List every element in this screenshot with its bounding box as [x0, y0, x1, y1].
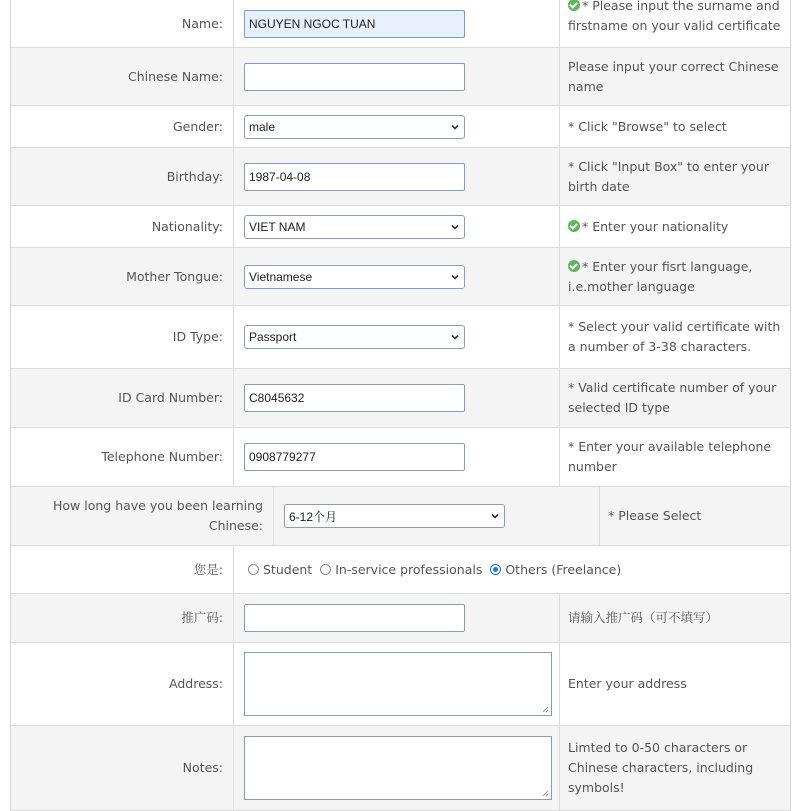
learning-duration-select[interactable]	[284, 504, 505, 528]
mother-tongue-select-value: Vietnamese	[249, 269, 313, 284]
mother-tongue-select[interactable]	[244, 265, 465, 289]
name-hint-cell	[560, 0, 790, 47]
row-address	[11, 643, 790, 726]
occupation-label: 您是:	[11, 546, 234, 593]
id-number-field-cell	[234, 369, 560, 427]
telephone-input[interactable]: 0908779277	[244, 443, 465, 471]
promo-code-input[interactable]	[244, 604, 465, 632]
row-learning-duration	[11, 487, 790, 546]
birthday-label: Birthday:	[11, 148, 234, 205]
birthday-hint: * Click "Input Box" to enter your birth date	[568, 158, 769, 194]
row-id-number	[11, 369, 790, 428]
check-circle-icon	[568, 260, 580, 272]
promo-code-label: 推广码:	[11, 594, 234, 642]
id-number-input[interactable]: C8045632	[244, 384, 465, 412]
gender-select-value: male	[249, 119, 276, 134]
chinese-name-label: Chinese Name:	[11, 48, 234, 105]
radio-student-label: Student	[263, 562, 313, 577]
id-number-label: ID Card Number:	[11, 369, 234, 427]
id-type-field-cell	[234, 306, 560, 368]
id-type-select-value: Passport	[249, 330, 297, 344]
address-label: Address:	[11, 643, 234, 725]
row-mother-tongue	[11, 248, 790, 306]
notes-field-cell	[234, 726, 560, 810]
resize-grip-icon[interactable]	[542, 706, 549, 713]
name-hint: * Please input the surname and firstname on your valid certificate	[568, 0, 781, 33]
radio-button[interactable]	[248, 564, 259, 575]
id-type-label: ID Type:	[11, 306, 234, 368]
chinese-name-field-cell	[234, 48, 560, 105]
nationality-field-cell	[234, 206, 560, 247]
notes-label: Notes:	[11, 726, 234, 810]
row-promo-code	[11, 594, 790, 643]
row-id-type	[11, 306, 790, 369]
name-input[interactable]: NGUYEN NGOC TUAN	[244, 10, 465, 38]
nationality-label: Nationality:	[11, 206, 234, 247]
radio-others-label: Others (Freelance)	[505, 562, 622, 577]
learning-duration-field-cell	[274, 487, 600, 545]
gender-select[interactable]	[244, 115, 465, 139]
notes-textarea[interactable]	[244, 736, 552, 800]
occupation-radio-group	[234, 546, 629, 593]
nationality-select-value: VIET NAM	[249, 219, 306, 234]
mother-tongue-hint-cell	[560, 248, 790, 305]
check-circle-icon	[568, 0, 580, 11]
row-birthday	[11, 148, 790, 206]
telephone-label: Telephone Number:	[11, 428, 234, 486]
address-hint: Enter your address	[568, 676, 687, 691]
row-telephone	[11, 428, 790, 487]
telephone-hint: * Enter your available telephone number	[568, 439, 772, 474]
mother-tongue-label: Mother Tongue:	[11, 248, 234, 305]
radio-in-service-label: In-service professionals	[335, 562, 483, 577]
resize-grip-icon[interactable]	[542, 790, 549, 797]
nationality-hint-cell	[560, 206, 790, 247]
radio-student[interactable]	[248, 562, 312, 577]
id-type-hint: * Select your valid certificate with a number of 3-38 characters.	[568, 319, 781, 354]
learning-duration-select-value: 6-12个月	[289, 509, 338, 524]
chinese-name-hint: Please input your correct Chinese name	[568, 58, 779, 94]
radio-others[interactable]	[490, 562, 621, 577]
chevron-down-icon	[490, 511, 500, 521]
name-field-cell	[234, 0, 560, 47]
promo-code-field-cell	[234, 594, 560, 642]
radio-in-service[interactable]	[320, 562, 482, 577]
row-chinese-name	[11, 48, 790, 106]
chevron-down-icon	[450, 122, 460, 132]
chevron-down-icon	[450, 272, 460, 282]
learning-duration-hint: * Please Select	[608, 508, 702, 523]
chinese-name-input[interactable]	[244, 63, 465, 91]
nationality-select[interactable]	[244, 215, 465, 239]
check-circle-icon	[568, 220, 580, 232]
name-label: Name:	[11, 0, 234, 47]
radio-button[interactable]	[320, 564, 331, 575]
id-type-select[interactable]	[244, 325, 465, 349]
mother-tongue-hint: * Enter your fisrt language, i.e.mother language	[568, 258, 753, 294]
nationality-hint: * Enter your nationality	[582, 218, 729, 234]
address-textarea[interactable]	[244, 652, 552, 716]
address-field-cell	[234, 643, 560, 725]
birthday-field-cell	[234, 148, 560, 205]
birthday-input[interactable]: 1987-04-08	[244, 163, 465, 191]
row-gender	[11, 106, 790, 148]
row-occupation	[11, 546, 790, 594]
gender-label: Gender:	[11, 106, 234, 147]
row-notes	[11, 726, 790, 811]
chevron-down-icon	[450, 222, 460, 232]
notes-hint: Limted to 0-50 characters or Chinese characters, including symbols!	[568, 740, 754, 795]
radio-button-selected[interactable]	[490, 564, 501, 575]
mother-tongue-field-cell	[234, 248, 560, 305]
row-name	[11, 0, 790, 48]
gender-hint: * Click "Browse" to select	[568, 118, 727, 134]
registration-form	[10, 0, 791, 811]
promo-code-hint: 请输入推广码（可不填写）	[568, 610, 719, 625]
telephone-field-cell	[234, 428, 560, 486]
learning-duration-label: How long have you been learning Chinese:	[11, 487, 274, 545]
chevron-down-icon	[450, 332, 460, 342]
id-number-hint: * Valid certificate number of your selected ID type	[568, 380, 777, 415]
row-nationality	[11, 206, 790, 248]
gender-field-cell	[234, 106, 560, 147]
